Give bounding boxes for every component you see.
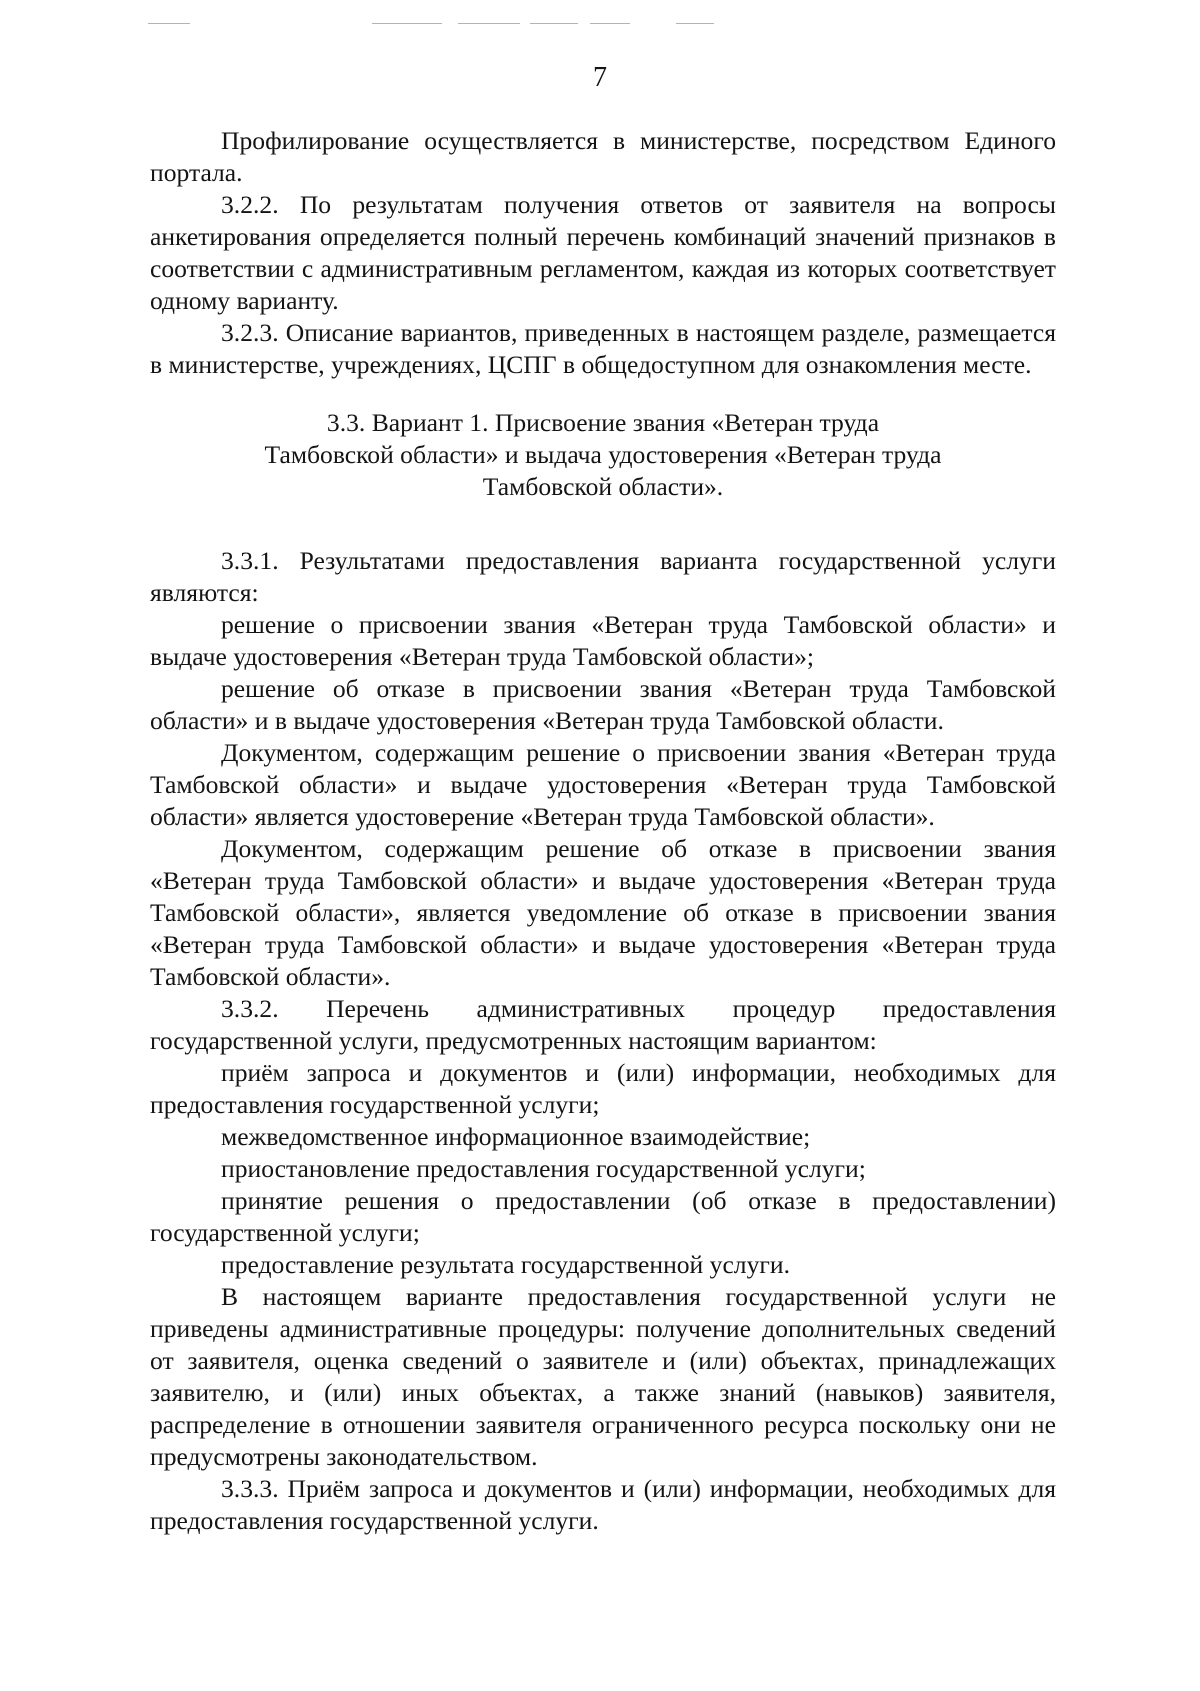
paragraph: В настоящем варианте предоставления государственной услуги не приведены административные процедуры: получение дополнительных сведений от заявителя, оценка сведений о заявителе и (или) объектах, принадлежащих заявителю, и (или) иных объектах, а также знаний (навыков) заявителя, распределение в отношении заявителя ограниченного ресурса поскольку они не предусмотрены законодательством. [150,1282,1056,1471]
paragraph: 3.3.1. Результатами предоставления варианта государственной услуги являются: [150,546,1056,607]
paragraph: приём запроса и документов и (или) информации, необходимых для предоставления государственной услуги; [150,1058,1056,1119]
paragraph: 3.3.3. Приём запроса и документов и (или) информации, необходимых для предоставления государственной услуги. [150,1474,1056,1535]
paragraph: 3.2.3. Описание вариантов, приведенных в настоящем разделе, размещается в министерстве, учреждениях, ЦСПГ в общедоступном для ознакомления месте. [150,318,1056,379]
paragraph: решение о присвоении звания «Ветеран труда Тамбовской области» и выдаче удостоверения «Ветеран труда Тамбовской области»; [150,610,1056,671]
paragraph: Документом, содержащим решение об отказе в присвоении звания «Ветеран труда Тамбовской области» и выдаче удостоверения «Ветеран труда Тамбовской области», является уведомление об отказе в присвоении звания «Ветеран труда Тамбовской области» и выдаче удостоверения «Ветеран труда Тамбовской области». [150,834,1056,991]
scan-artifact-line [676,23,714,24]
paragraph: принятие решения о предоставлении (об отказе в предоставлении) государственной услуги; [150,1186,1056,1247]
heading-line: Тамбовской области» и выдача удостоверения «Ветеран труда [264,440,942,469]
scan-artifact-line [458,23,520,24]
paragraph: 3.3.2. Перечень административных процедур предоставления государственной услуги, предусмотренных настоящим вариантом: [150,994,1056,1055]
scan-artifact-line [372,23,442,24]
paragraph: Документом, содержащим решение о присвоении звания «Ветеран труда Тамбовской области» и выдаче удостоверения «Ветеран труда Тамбовской области» является удостоверение «Ветеран труда Тамбовской области». [150,738,1056,831]
heading-line: 3.3. Вариант 1. Присвоение звания «Ветеран труда [326,408,880,437]
scan-artifact-line [590,23,630,24]
paragraph: межведомственное информационное взаимодействие; [221,1122,811,1151]
paragraph: решение об отказе в присвоении звания «Ветеран труда Тамбовской области» и в выдаче удостоверения «Ветеран труда Тамбовской области. [150,674,1056,735]
paragraph: 3.2.2. По результатам получения ответов от заявителя на вопросы анкетирования определяется полный перечень комбинаций значений признаков в соответствии с административным регламентом, каждая из которых соответствует одному варианту. [150,190,1056,315]
scan-artifact-line [530,23,578,24]
heading-line: Тамбовской области». [482,472,724,501]
page-number: 7 [593,62,607,93]
paragraph: Профилирование осуществляется в министерстве, посредством Единого портала. [150,126,1056,187]
paragraph: приостановление предоставления государственной услуги; [221,1154,866,1183]
scan-artifact-line [148,23,190,24]
document-body [150,125,1056,1537]
paragraph: предоставление результата государственной услуги. [221,1250,790,1279]
section-heading [150,407,1056,503]
